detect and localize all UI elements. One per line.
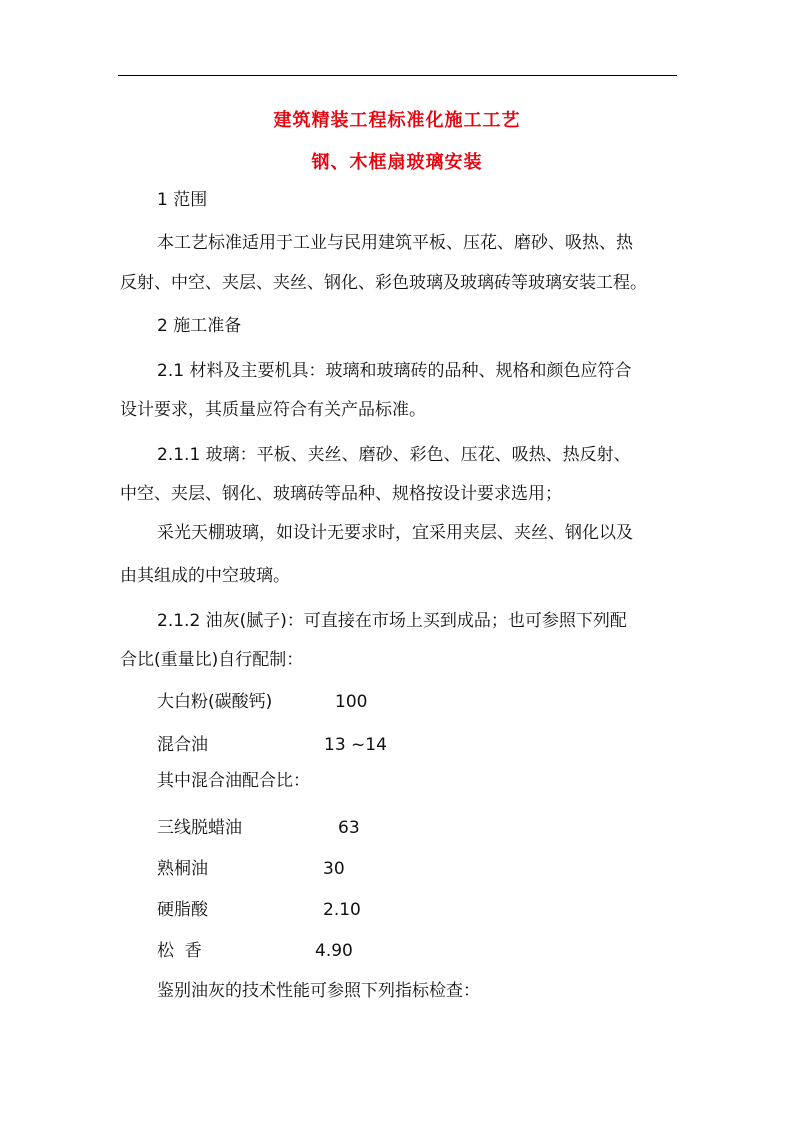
oil-recipe-row [157, 940, 353, 962]
section-2-1-line-2: 设计要求，其质量应符合有关产品标准。 [120, 400, 426, 420]
putty-recipe-row [157, 691, 368, 713]
ingredient-value: 4.90 [315, 941, 353, 961]
section-2-heading: 2 施工准备 [157, 316, 242, 336]
oil-recipe-row [157, 817, 360, 839]
ingredient-name: 混合油 [157, 735, 208, 755]
document-title: 建筑精装工程标准化施工工艺 [273, 110, 521, 131]
ingredient-name: 松 香 [157, 941, 202, 961]
section-2-1-1-line-1: 2.1.1 玻璃：平板、夹丝、磨砂、彩色、压花、吸热、热反射、 [157, 445, 631, 465]
ingredient-value: 2.10 [323, 900, 361, 920]
ingredient-value: 100 [335, 692, 368, 712]
putty-recipe-row [157, 734, 387, 756]
skylight-line-1: 采光天棚玻璃，如设计无要求时，宜采用夹层、夹丝、钢化以及 [157, 523, 633, 543]
closing-line: 鉴别油灰的技术性能可参照下列指标检查： [157, 981, 480, 1001]
ingredient-name: 三线脱蜡油 [157, 818, 242, 838]
mix-intro: 其中混合油配合比： [157, 771, 310, 791]
ingredient-name: 硬脂酸 [157, 900, 208, 920]
ingredient-value: 13 ~14 [324, 735, 387, 755]
section-2-1-2-line-2: 合比(重量比)自行配制： [120, 650, 304, 670]
section-2-1-1-line-2: 中空、夹层、钢化、玻璃砖等品种、规格按设计要求选用； [120, 484, 562, 504]
ingredient-name: 大白粉(碳酸钙) [157, 692, 273, 712]
ingredient-name: 熟桐油 [157, 859, 208, 879]
section-2-1-line-1: 2.1 材料及主要机具：玻璃和玻璃砖的品种、规格和颜色应符合 [157, 361, 632, 381]
header-rule [118, 75, 677, 76]
section-1-heading: 1 范围 [157, 190, 208, 210]
oil-recipe-row [157, 899, 361, 921]
oil-recipe-row [157, 858, 345, 880]
skylight-line-2: 由其组成的中空玻璃。 [120, 566, 290, 586]
section-1-paragraph-line-2: 反射、中空、夹层、夹丝、钢化、彩色玻璃及玻璃砖等玻璃安装工程。 [120, 273, 647, 293]
section-1-paragraph-line-1: 本工艺标准适用于工业与民用建筑平板、压花、磨砂、吸热、热 [157, 233, 633, 253]
document-subtitle: 钢、木框扇玻璃安装 [311, 152, 483, 173]
ingredient-value: 63 [338, 818, 360, 838]
ingredient-value: 30 [323, 859, 345, 879]
section-2-1-2-line-1: 2.1.2 油灰(腻子)：可直接在市场上买到成品；也可参照下列配 [157, 611, 627, 631]
